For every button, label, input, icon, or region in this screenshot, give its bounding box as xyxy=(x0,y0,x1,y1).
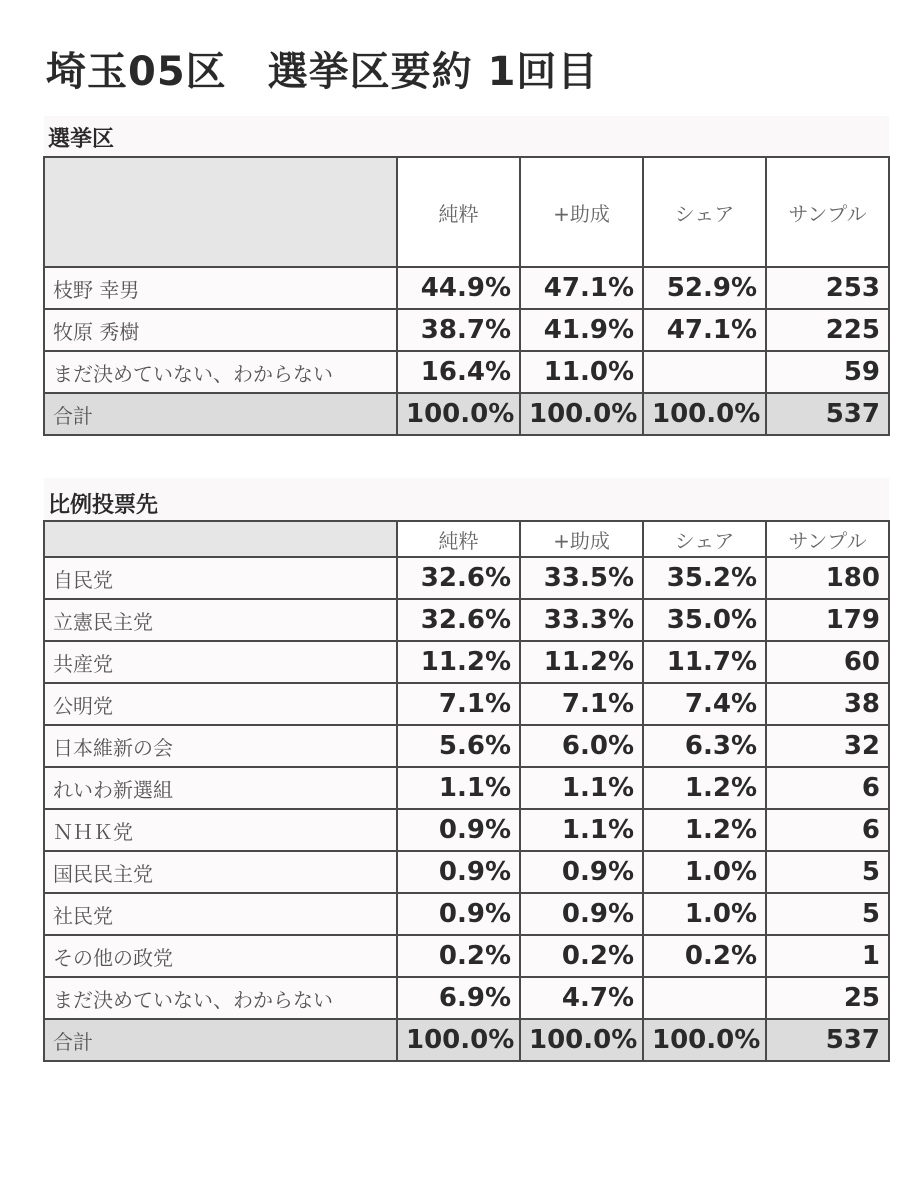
column-header: サンプル xyxy=(766,521,889,557)
pure-value: 0.9% xyxy=(397,893,520,935)
assisted-value: 47.1% xyxy=(520,267,643,309)
row-label: 社民党 xyxy=(44,893,397,935)
row-label: 国民民主党 xyxy=(44,851,397,893)
sample-count: 6 xyxy=(766,809,889,851)
row-label: まだ決めていない、わからない xyxy=(44,351,397,393)
share-value: 47.1% xyxy=(643,309,766,351)
column-header: 純粋 xyxy=(397,521,520,557)
table-row xyxy=(44,557,889,599)
pure-value: 6.9% xyxy=(397,977,520,1019)
share-value: 1.0% xyxy=(643,893,766,935)
sample-count: 179 xyxy=(766,599,889,641)
assisted-value: 11.0% xyxy=(520,351,643,393)
column-header: +助成 xyxy=(520,521,643,557)
row-label: 立憲民主党 xyxy=(44,599,397,641)
table-row xyxy=(44,767,889,809)
table-row xyxy=(44,977,889,1019)
header-blank-cell xyxy=(44,521,397,557)
column-header: シェア xyxy=(643,521,766,557)
table-row xyxy=(44,267,889,309)
assisted-value: 0.9% xyxy=(520,893,643,935)
row-label: ＮＨＫ党 xyxy=(44,809,397,851)
assisted-value: 0.2% xyxy=(520,935,643,977)
row-label: まだ決めていない、わからない xyxy=(44,977,397,1019)
column-header: シェア xyxy=(643,157,766,267)
row-label: 日本維新の会 xyxy=(44,725,397,767)
assisted-value: 41.9% xyxy=(520,309,643,351)
pure-value: 0.9% xyxy=(397,809,520,851)
column-header: サンプル xyxy=(766,157,889,267)
share-value: 1.0% xyxy=(643,851,766,893)
share-value xyxy=(643,351,766,393)
pure-value: 1.1% xyxy=(397,767,520,809)
table-row xyxy=(44,935,889,977)
pure-value: 0.2% xyxy=(397,935,520,977)
total-row xyxy=(44,1019,889,1061)
sample-count: 25 xyxy=(766,977,889,1019)
table-header-row xyxy=(44,521,889,557)
column-header: 純粋 xyxy=(397,157,520,267)
total-pure-value: 100.0% xyxy=(397,1019,520,1061)
share-value xyxy=(643,977,766,1019)
row-label: 枝野 幸男 xyxy=(44,267,397,309)
share-value: 35.2% xyxy=(643,557,766,599)
row-label: 公明党 xyxy=(44,683,397,725)
row-label: れいわ新選組 xyxy=(44,767,397,809)
header-blank-cell xyxy=(44,157,397,267)
table-row xyxy=(44,351,889,393)
row-label: その他の政党 xyxy=(44,935,397,977)
sample-count: 59 xyxy=(766,351,889,393)
assisted-value: 33.3% xyxy=(520,599,643,641)
table-row xyxy=(44,309,889,351)
share-value: 11.7% xyxy=(643,641,766,683)
row-label: 牧原 秀樹 xyxy=(44,309,397,351)
pure-value: 32.6% xyxy=(397,599,520,641)
sample-count: 32 xyxy=(766,725,889,767)
table-row xyxy=(44,725,889,767)
share-value: 0.2% xyxy=(643,935,766,977)
table-row xyxy=(44,683,889,725)
total-row xyxy=(44,393,889,435)
assisted-value: 4.7% xyxy=(520,977,643,1019)
page-title: 埼玉05区 選挙区要約 1回目 xyxy=(46,49,599,95)
total-pure-value: 100.0% xyxy=(397,393,520,435)
assisted-value: 6.0% xyxy=(520,725,643,767)
pure-value: 32.6% xyxy=(397,557,520,599)
sample-count: 6 xyxy=(766,767,889,809)
share-value: 52.9% xyxy=(643,267,766,309)
district-summary-table xyxy=(43,156,890,436)
proportional-vote-table xyxy=(43,520,890,1062)
assisted-value: 7.1% xyxy=(520,683,643,725)
assisted-value: 1.1% xyxy=(520,809,643,851)
total-share-value: 100.0% xyxy=(643,393,766,435)
share-value: 35.0% xyxy=(643,599,766,641)
table-row xyxy=(44,851,889,893)
column-header: +助成 xyxy=(520,157,643,267)
section-title-district: 選挙区 xyxy=(48,127,115,152)
pure-value: 5.6% xyxy=(397,725,520,767)
share-value: 6.3% xyxy=(643,725,766,767)
sample-count: 5 xyxy=(766,893,889,935)
table-row xyxy=(44,641,889,683)
total-sample-count: 537 xyxy=(766,1019,889,1061)
pure-value: 0.9% xyxy=(397,851,520,893)
share-value: 1.2% xyxy=(643,809,766,851)
sample-count: 5 xyxy=(766,851,889,893)
table-row xyxy=(44,809,889,851)
assisted-value: 33.5% xyxy=(520,557,643,599)
sample-count: 180 xyxy=(766,557,889,599)
total-label: 合計 xyxy=(44,1019,397,1061)
sample-count: 1 xyxy=(766,935,889,977)
share-value: 7.4% xyxy=(643,683,766,725)
row-label: 自民党 xyxy=(44,557,397,599)
sample-count: 38 xyxy=(766,683,889,725)
pure-value: 16.4% xyxy=(397,351,520,393)
row-label: 共産党 xyxy=(44,641,397,683)
assisted-value: 0.9% xyxy=(520,851,643,893)
total-assisted-value: 100.0% xyxy=(520,393,643,435)
pure-value: 38.7% xyxy=(397,309,520,351)
pure-value: 44.9% xyxy=(397,267,520,309)
pure-value: 7.1% xyxy=(397,683,520,725)
table-row xyxy=(44,599,889,641)
total-sample-count: 537 xyxy=(766,393,889,435)
table-row xyxy=(44,893,889,935)
table-header-row xyxy=(44,157,889,267)
sample-count: 253 xyxy=(766,267,889,309)
section-title-proportional: 比例投票先 xyxy=(48,493,159,518)
total-assisted-value: 100.0% xyxy=(520,1019,643,1061)
section-band xyxy=(44,478,889,524)
pure-value: 11.2% xyxy=(397,641,520,683)
assisted-value: 11.2% xyxy=(520,641,643,683)
total-label: 合計 xyxy=(44,393,397,435)
share-value: 1.2% xyxy=(643,767,766,809)
sample-count: 225 xyxy=(766,309,889,351)
sample-count: 60 xyxy=(766,641,889,683)
assisted-value: 1.1% xyxy=(520,767,643,809)
total-share-value: 100.0% xyxy=(643,1019,766,1061)
